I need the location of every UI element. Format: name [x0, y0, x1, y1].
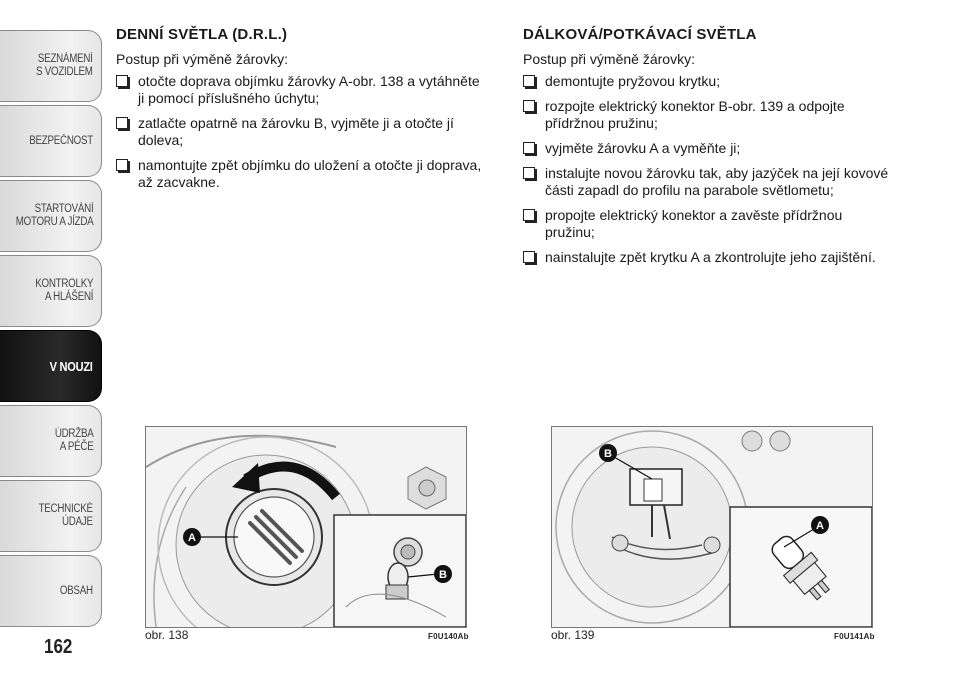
- list-item: [523, 249, 893, 266]
- tab-label: STARTOVÁNÍ MOTORU A JÍZDA: [15, 203, 93, 228]
- step-text: zatlačte opatrně na žárovku B, vyjměte ji a otočte jí doleva;: [138, 115, 454, 148]
- checkbox-bullet-icon: [116, 75, 128, 87]
- step-text: namontujte zpět objímku do uložení a otočte ji doprava, až zacvakne.: [138, 157, 482, 190]
- figure-138: [145, 426, 467, 628]
- tab-v-nouzi[interactable]: [0, 330, 102, 402]
- checkbox-bullet-icon: [523, 100, 535, 112]
- tab-udrzba[interactable]: [0, 405, 102, 477]
- section-high-low-beam: [523, 26, 893, 274]
- checkbox-bullet-icon: [116, 117, 128, 129]
- figure-code: F0U141Ab: [834, 632, 875, 641]
- step-text: nainstalujte zpět krytku A a zkontrolujte jeho zajištění.: [545, 249, 876, 265]
- list-item: [523, 98, 893, 132]
- tab-label: OBSAH: [60, 584, 93, 597]
- list-item: [116, 115, 486, 149]
- step-text: rozpojte elektrický konektor B-obr. 139 a odpojte přídržnou pružinu;: [545, 98, 845, 131]
- tab-label: BEZPEČNOST: [29, 134, 93, 147]
- tab-label: ÚDRŽBA A PÉČE: [54, 428, 93, 453]
- list-item: [523, 73, 893, 90]
- step-text: instalujte novou žárovku tak, aby jazýček na její kovové části zapadl do profilu na parabole světlometu;: [545, 165, 889, 198]
- section-intro: Postup při výměně žárovky:: [523, 51, 695, 67]
- figure-caption: obr. 138: [145, 628, 189, 642]
- list-item: [116, 157, 486, 191]
- tab-label: KONTROLKY A HLÁŠENÍ: [35, 278, 93, 303]
- list-item: [523, 140, 893, 157]
- steps-list: [116, 73, 486, 191]
- headlight-bulb-illustration: [552, 427, 872, 627]
- step-text: demontujte pryžovou krytku;: [545, 73, 721, 89]
- page-number: 162: [44, 636, 73, 658]
- checkbox-bullet-icon: [523, 167, 535, 179]
- checkbox-bullet-icon: [523, 142, 535, 154]
- figure-caption: obr. 139: [551, 628, 595, 642]
- list-item: [116, 73, 486, 107]
- list-item: [523, 207, 893, 241]
- callout-a-label: A: [816, 520, 824, 532]
- figure-139: [551, 426, 873, 628]
- step-text: vyjměte žárovku A a vyměňte ji;: [545, 140, 741, 156]
- checkbox-bullet-icon: [523, 209, 535, 221]
- tab-label: V NOUZI: [49, 358, 93, 374]
- tab-label: TECHNICKÉ ÚDAJE: [38, 503, 93, 528]
- callout-b-label: B: [604, 448, 612, 460]
- figure-code: F0U140Ab: [428, 632, 469, 641]
- tab-kontrolky[interactable]: [0, 255, 102, 327]
- tab-technicke-udaje[interactable]: [0, 480, 102, 552]
- drl-bulb-illustration: [146, 427, 466, 627]
- tab-startovani[interactable]: [0, 180, 102, 252]
- tab-bezpecnost[interactable]: [0, 105, 102, 177]
- list-item: [523, 165, 893, 199]
- section-title: DENNÍ SVĚTLA (D.R.L.): [116, 26, 288, 43]
- steps-list: [523, 73, 893, 266]
- tab-obsah[interactable]: [0, 555, 102, 627]
- section-intro: Postup při výměně žárovky:: [116, 51, 288, 67]
- callout-a-label: A: [188, 532, 196, 544]
- tab-seznameni[interactable]: [0, 30, 102, 102]
- checkbox-bullet-icon: [523, 251, 535, 263]
- callout-b-label: B: [439, 569, 447, 581]
- checkbox-bullet-icon: [116, 159, 128, 171]
- tab-label: SEZNÁMENÍ S VOZIDLEM: [36, 53, 93, 78]
- section-title: DÁLKOVÁ/POTKÁVACÍ SVĚTLA: [523, 26, 757, 43]
- checkbox-bullet-icon: [523, 75, 535, 87]
- section-drl: [116, 26, 486, 199]
- step-text: propojte elektrický konektor a zavěste přídržnou pružinu;: [545, 207, 843, 240]
- step-text: otočte doprava objímku žárovky A-obr. 138 a vytáhněte ji pomocí příslušného úchytu;: [138, 73, 480, 106]
